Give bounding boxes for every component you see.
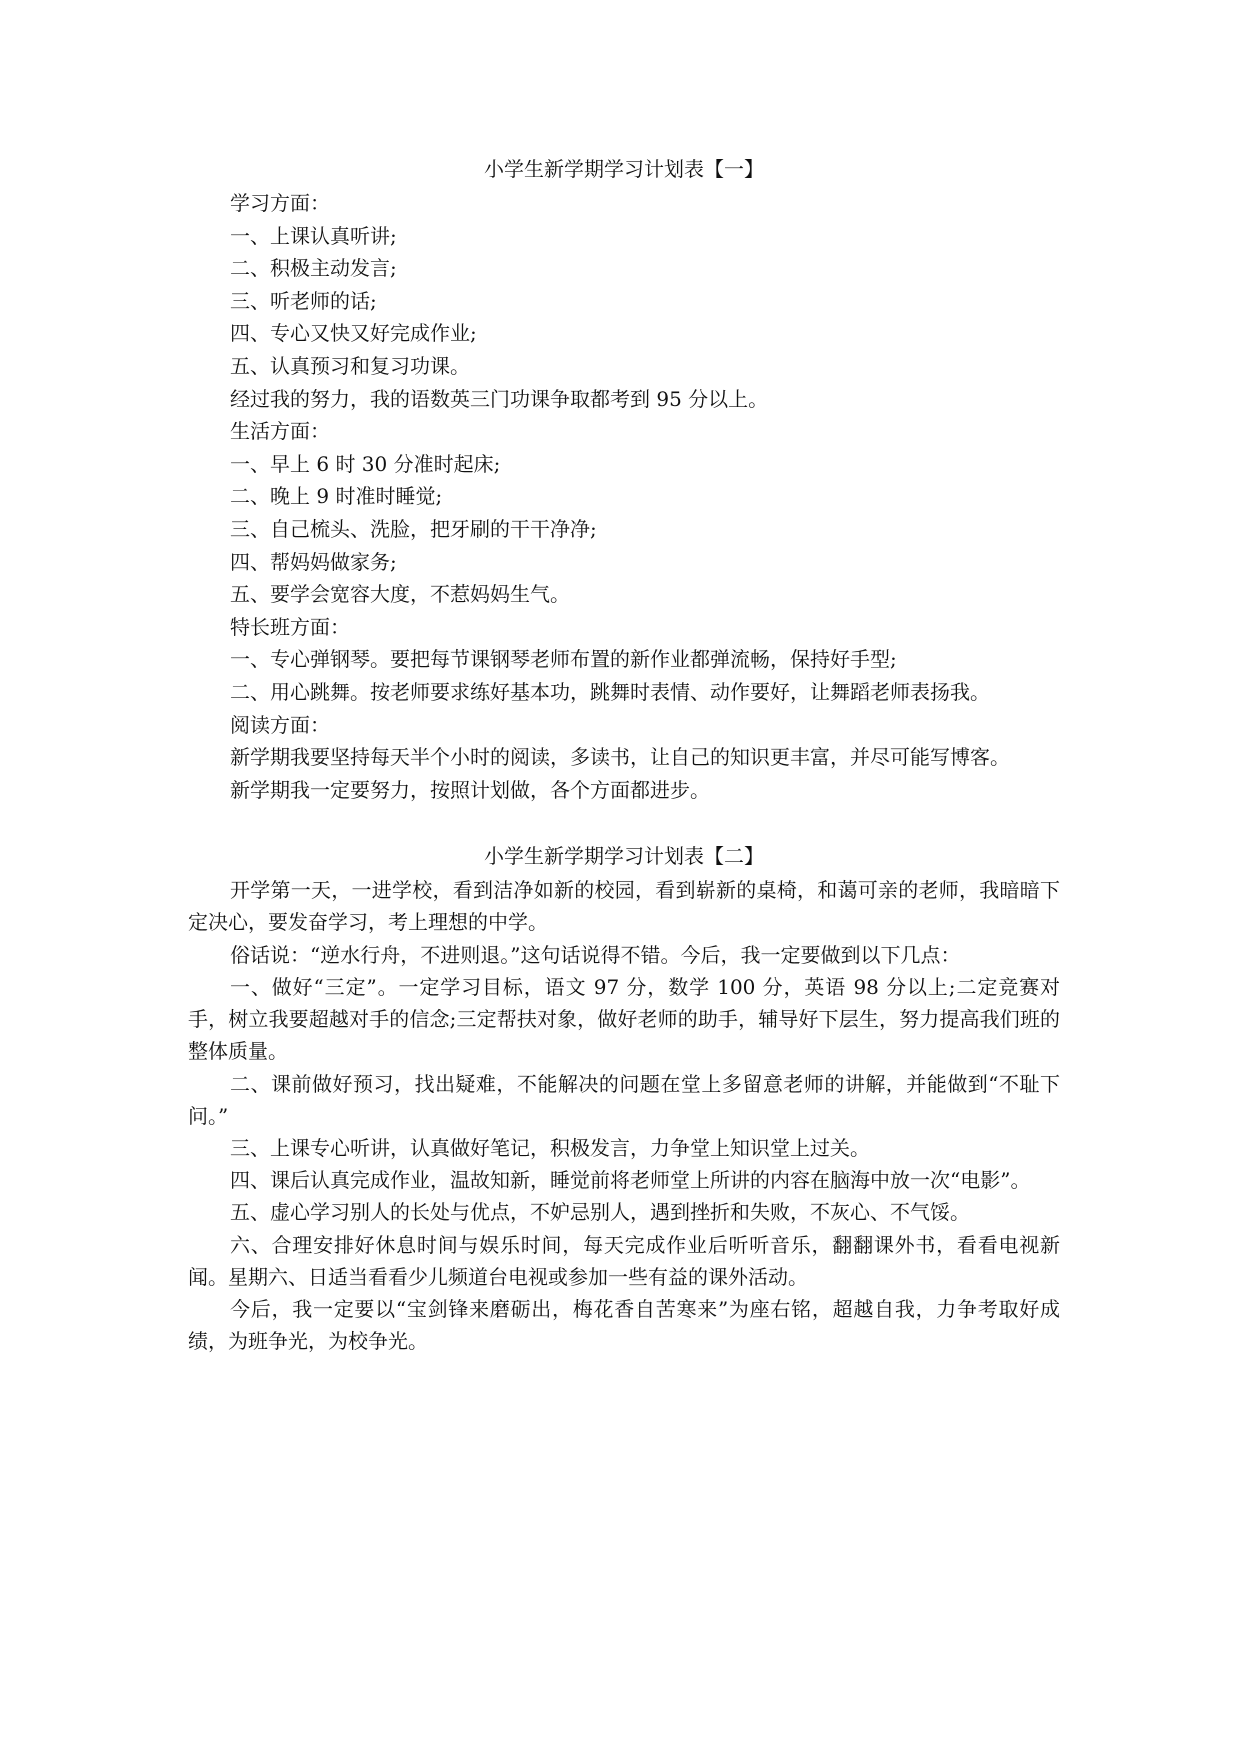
paragraph: 一、做好“三定”。一定学习目标，语文 97 分，数学 100 分，英语 98 分以上;二定竞赛对手，树立我要超越对手的信念;三定帮扶对象，做好老师的助手，辅导好下层生，努力提高我们班的整体质量。 — [188, 974, 1060, 1064]
paragraph: 二、用心跳舞。按老师要求练好基本功，跳舞时表情、动作要好，让舞蹈老师表扬我。 — [230, 679, 990, 704]
section-spacer — [188, 806, 1060, 838]
paragraph: 六、合理安排好休息时间与娱乐时间，每天完成作业后听听音乐，翻翻课外书，看看电视新闻。星期六、日适当看看少儿频道台电视或参加一些有益的课外活动。 — [188, 1232, 1060, 1289]
paragraph: 生活方面： — [230, 419, 330, 444]
paragraph: 三、上课专心听讲，认真做好笔记，积极发言，力争堂上知识堂上过关。 — [230, 1135, 870, 1160]
paragraph: 二、积极主动发言; — [230, 256, 397, 281]
paragraph: 五、认真预习和复习功课。 — [230, 353, 470, 378]
paragraph: 今后，我一定要以“宝剑锋来磨砺出，梅花香自苦寒来”为座右铭，超越自我，力争考取好成绩，为班争光，为校争光。 — [188, 1296, 1060, 1354]
paragraph: 学习方面： — [230, 191, 330, 215]
paragraph: 五、虚心学习别人的长处与优点，不妒忌别人，遇到挫折和失败，不灰心、不气馁。 — [230, 1200, 970, 1225]
paragraph: 二、晚上 9 时准时睡觉; — [230, 484, 443, 509]
paragraph: 五、要学会宽容大度，不惹妈妈生气。 — [230, 582, 570, 607]
paragraph: 新学期我一定要努力，按照计划做，各个方面都进步。 — [230, 777, 710, 802]
paragraph: 特长班方面： — [230, 614, 350, 639]
section-one — [188, 151, 1060, 806]
paragraph: 俗话说：“逆水行舟，不进则退。”这句话说得不错。今后，我一定要做到以下几点： — [230, 942, 961, 967]
paragraph: 四、课后认真完成作业，温故知新，睡觉前将老师堂上所讲的内容在脑海中放一次“电影”。 — [230, 1168, 1031, 1193]
paragraph: 一、早上 6 时 30 分准时起床; — [230, 451, 501, 476]
paragraph: 二、课前做好预习，找出疑难，不能解决的问题在堂上多留意老师的讲解，并能做到“不耻下问。” — [188, 1071, 1060, 1128]
paragraph: 三、听老师的话; — [230, 288, 377, 313]
paragraph: 开学第一天，一进学校，看到洁净如新的校园，看到崭新的桌椅，和蔼可亲的老师，我暗暗下定决心，要发奋学习，考上理想的中学。 — [188, 878, 1060, 935]
section-two-title: 小学生新学期学习计划表【二】 — [484, 844, 764, 869]
section-two — [188, 838, 1060, 1357]
paragraph: 阅读方面： — [230, 712, 330, 737]
paragraph: 一、上课认真听讲; — [230, 223, 397, 248]
paragraph: 一、专心弹钢琴。要把每节课钢琴老师布置的新作业都弹流畅，保持好手型; — [230, 647, 897, 672]
document-body — [188, 151, 1060, 1357]
paragraph: 新学期我要坚持每天半个小时的阅读，多读书，让自己的知识更丰富，并尽可能写博客。 — [230, 745, 1010, 770]
paragraph: 经过我的努力，我的语数英三门功课争取都考到 95 分以上。 — [230, 386, 769, 411]
section-one-title: 小学生新学期学习计划表【一】 — [484, 157, 764, 181]
paragraph: 三、自己梳头、洗脸，把牙刷的干干净净; — [230, 516, 597, 541]
paragraph: 四、帮妈妈做家务; — [230, 549, 397, 574]
paragraph: 四、专心又快又好完成作业; — [230, 321, 477, 346]
